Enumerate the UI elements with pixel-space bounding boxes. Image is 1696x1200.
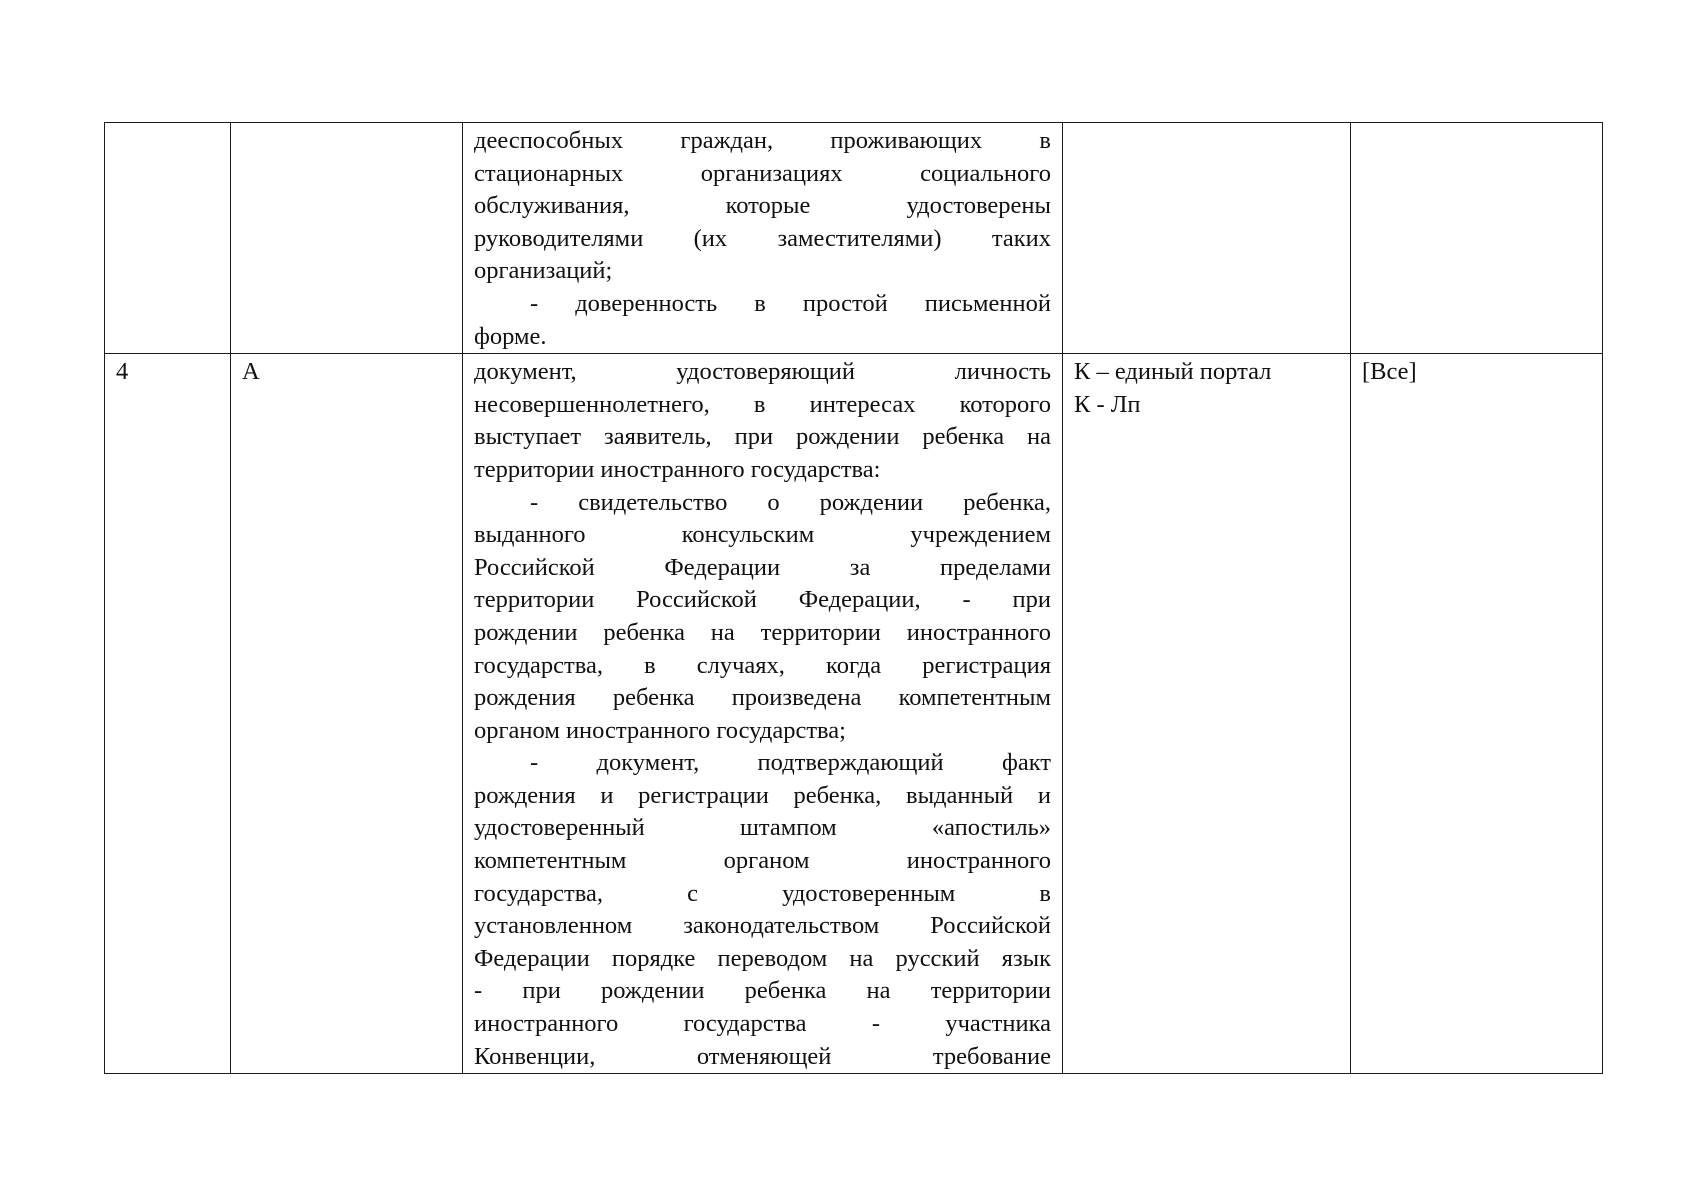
document-line: Конвенции, отменяющей требование	[474, 1042, 1051, 1070]
document-line: рождении ребенка на территории иностранного	[474, 618, 1051, 646]
document-line: выданного консульским учреждением	[474, 521, 1051, 549]
cell-number	[105, 123, 231, 354]
document-line: компетентным органом иностранного	[474, 847, 1051, 875]
document-line: государства, в случаях, когда регистрация	[474, 651, 1051, 679]
document-line: - доверенность в простой письменной	[530, 289, 1051, 317]
cell-channels	[1063, 354, 1351, 1074]
document-line: форме.	[474, 322, 547, 350]
document-line: государства, с удостоверенным в	[474, 879, 1051, 907]
documents-text	[474, 125, 1051, 353]
document-line: рождения ребенка произведена компетентным	[474, 684, 1051, 712]
cell-scope	[1351, 123, 1603, 354]
document-line: - документ, подтверждающий факт	[530, 749, 1051, 777]
cell-documents	[463, 123, 1063, 354]
document-line: руководителями (их заместителями) таких	[474, 224, 1051, 252]
document-line: установленном законодательством Российской	[474, 912, 1051, 940]
document-line: несовершеннолетнего, в интересах которого	[474, 390, 1051, 418]
cell-scope: [Все]	[1351, 354, 1603, 1074]
document-line: документ, удостоверяющий личность	[474, 358, 1051, 386]
document-line: территории иностранного государства:	[474, 455, 881, 483]
document-line: выступает заявитель, при рождении ребенка на	[474, 423, 1051, 451]
cell-number: 4	[105, 354, 231, 1074]
documents-text	[474, 356, 1051, 1073]
document-line: Федерации порядке переводом на русский язык	[474, 944, 1051, 972]
document-line: - свидетельство о рождении ребенка,	[530, 488, 1051, 516]
cell-category: А	[231, 354, 463, 1074]
document-line: дееспособных граждан, проживающих в	[474, 127, 1051, 154]
table-row	[105, 354, 1603, 1074]
document-line: Российской Федерации за пределами	[474, 553, 1051, 581]
document-line: территории Российской Федерации, - при	[474, 586, 1051, 614]
document-line: организаций;	[474, 257, 613, 285]
cell-category	[231, 123, 463, 354]
table-row	[105, 123, 1603, 354]
document-table	[104, 122, 1603, 1074]
channel-item: К - Лп	[1074, 390, 1141, 418]
document-line: иностранного государства - участника	[474, 1010, 1051, 1038]
cell-channels	[1063, 123, 1351, 354]
document-line: органом иностранного государства;	[474, 716, 846, 744]
channel-item: К – единый портал	[1074, 358, 1272, 386]
cell-documents	[463, 354, 1063, 1074]
document-line: - при рождении ребенка на территории	[474, 977, 1051, 1005]
document-line: стационарных организациях социального	[474, 159, 1051, 187]
document-line: удостоверенный штампом «апостиль»	[474, 814, 1051, 842]
channels-list	[1074, 356, 1339, 421]
document-line: обслуживания, которые удостоверены	[474, 192, 1051, 220]
document-line: рождения и регистрации ребенка, выданный и	[474, 781, 1051, 809]
